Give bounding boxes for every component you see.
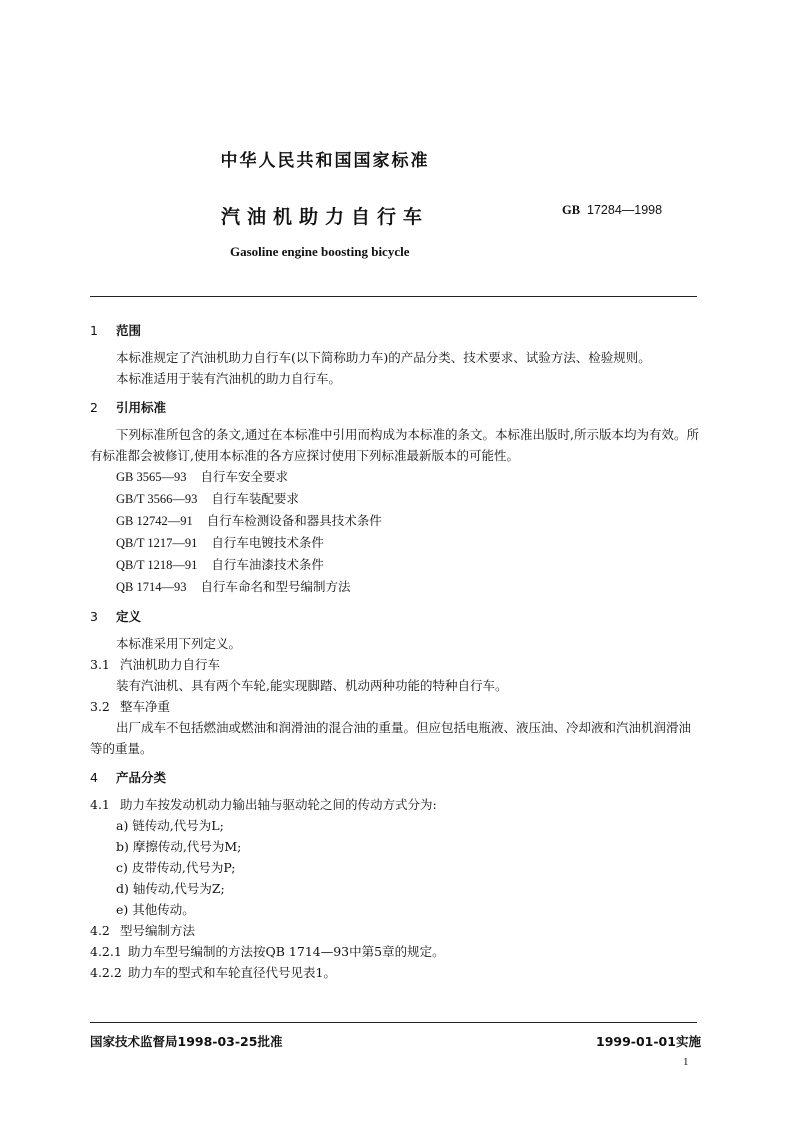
list-item: a) 链传动,代号为L; [116,818,224,833]
clause-number: 4.2 [90,923,110,938]
national-standard-heading: 中华人民共和国国家标准 [220,151,430,171]
section-title: 范围 [116,323,142,338]
paragraph: 本标准规定了汽油机助力自行车(以下简称助力车)的产品分类、技术要求、试验方法、检验规则。 [116,350,651,365]
reference-item [90,576,700,598]
section-number: 3 [90,609,98,624]
reference-code: GB 12742—91 [116,514,193,528]
section-3-heading [90,606,700,627]
section-4-heading [90,767,700,788]
reference-code: QB/T 1218—91 [116,558,198,572]
definition-3-1-heading [90,654,700,675]
clause-4-2-2 [90,962,700,983]
reference-name: 自行车装配要求 [211,491,299,506]
reference-name: 自行车油漆技术条件 [211,557,324,572]
clause-title: 型号编制方法 [120,923,196,938]
header-divider [90,296,697,297]
section-number: 4 [90,770,98,785]
clause-4-1 [90,794,700,815]
standard-code [562,203,662,218]
document-body [90,320,700,983]
page-number: 1 [683,1056,689,1068]
standard-code-prefix: GB [562,203,581,217]
reference-item [90,488,700,510]
section-title: 引用标准 [116,400,167,415]
section-1-heading [90,320,700,341]
clause-number: 4.2.1 [90,944,122,959]
document-title: 汽油机助力自行车 [220,206,429,228]
section-number: 2 [90,400,98,415]
clause-4-2 [90,920,700,941]
list-item: e) 其他传动。 [116,902,195,917]
reference-name: 自行车检测设备和器具技术条件 [206,513,382,528]
reference-name: 自行车命名和型号编制方法 [200,579,351,594]
clause-title: 汽油机助力自行车 [120,657,221,672]
list-item: d) 轴传动,代号为Z; [116,881,225,896]
paragraph: 装有汽油机、具有两个车轮,能实现脚踏、机动两种功能的特种自行车。 [116,678,508,693]
clause-number: 3.1 [90,657,110,672]
section-number: 1 [90,323,98,338]
section-title: 产品分类 [116,770,167,785]
reference-code: QB/T 1217—91 [116,536,198,550]
reference-item [90,510,700,532]
reference-code: QB 1714—93 [116,580,187,594]
approval-line: 国家技术监督局1998-03-25批准 [90,1034,283,1049]
reference-code: GB 3565—93 [116,470,187,484]
reference-item [90,466,700,488]
reference-name: 自行车电镀技术条件 [211,535,324,550]
footer-divider [90,1022,697,1023]
definition-3-2-heading [90,696,700,717]
clause-text: 助力车的型式和车轮直径代号见表1。 [128,965,336,980]
clause-text: 助力车按发动机动力输出轴与驱动轮之间的传动方式分为: [120,797,437,812]
clause-4-2-1 [90,941,700,962]
paragraph: 本标准采用下列定义。 [116,636,242,651]
english-title: Gasoline engine boosting bicycle [230,244,410,259]
reference-item [90,554,700,576]
clause-text: 助力车型号编制的方法按QB 1714—93中第5章的规定。 [128,944,445,959]
paragraph: 出厂成车不包括燃油或燃油和润滑油的混合油的重量。但应包括电瓶液、液压油、冷却液和汽油机润滑油等的重量。 [90,720,692,756]
section-title: 定义 [116,609,142,624]
standard-code-number: 17284—1998 [587,203,663,217]
implementation-date: 1999-01-01实施 [596,1034,701,1049]
reference-name: 自行车安全要求 [200,469,289,484]
paragraph: 本标准适用于装有汽油机的助力自行车。 [116,371,342,386]
list-item: c) 皮带传动,代号为P; [116,860,236,875]
reference-code: GB/T 3566—93 [116,492,198,506]
reference-item [90,532,700,554]
clause-number: 4.1 [90,797,110,812]
section-2-heading [90,397,700,418]
list-item: b) 摩擦传动,代号为M; [116,839,242,854]
clause-number: 4.2.2 [90,965,122,980]
clause-title: 整车净重 [120,699,171,714]
paragraph: 下列标准所包含的条文,通过在本标准中引用而构成为本标准的条文。本标准出版时,所示版本均为有效。所有标准都会被修订,使用本标准的各方应探讨使用下列标准最新版本的可能性。 [90,427,699,463]
clause-number: 3.2 [90,699,110,714]
